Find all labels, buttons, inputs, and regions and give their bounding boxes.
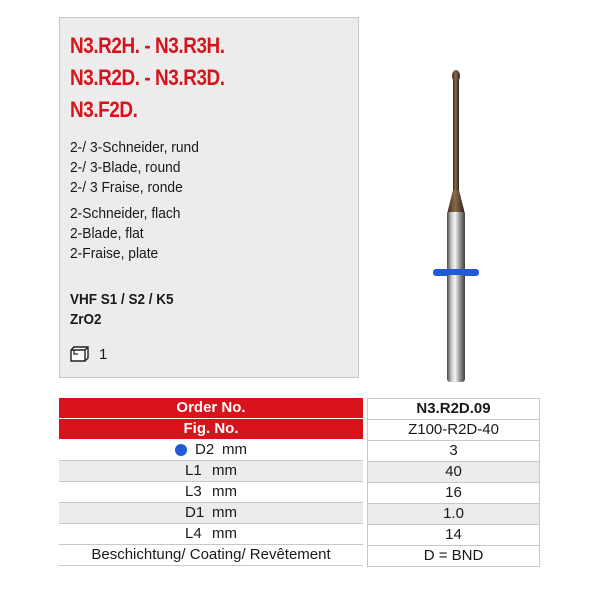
fig-value: Z100-R2D-40 <box>368 420 540 441</box>
product-code-line: N3.R2H. - N3.R3H. <box>70 33 225 58</box>
materials <box>70 290 174 330</box>
description-line: 2-Schneider, flach <box>70 205 181 222</box>
order-value: N3.R2D.09 <box>368 399 540 420</box>
table-row <box>368 546 540 567</box>
drill-bit-image <box>420 62 480 388</box>
dimension-value: 1.0 <box>368 504 540 525</box>
fig-label-row <box>59 419 363 440</box>
table-row <box>368 441 540 462</box>
description-line: 2-Fraise, plate <box>70 245 159 262</box>
pack-quantity <box>70 346 107 363</box>
table-row <box>368 504 540 525</box>
dimension-unit: mm <box>212 504 237 521</box>
order-label-row <box>59 398 363 419</box>
fig-label: Fig. No. <box>59 419 363 440</box>
dimension-name: L4 <box>185 525 202 542</box>
description-line: 2-Blade, flat <box>70 225 144 242</box>
table-row <box>368 462 540 483</box>
dimension-unit: mm <box>212 483 237 500</box>
description-line: 2-/ 3-Schneider, rund <box>70 139 199 156</box>
dimension-name: L3 <box>185 483 202 500</box>
table-row <box>59 440 363 461</box>
fig-value-row <box>368 420 540 441</box>
order-value-row <box>368 399 540 420</box>
dimension-unit: mm <box>222 441 247 458</box>
table-row <box>59 503 363 524</box>
coating-label: Beschichtung/ Coating/ Revêtement <box>59 545 363 566</box>
table-row <box>59 545 363 566</box>
product-code-line: N3.R2D. - N3.R3D. <box>70 65 225 90</box>
dimension-unit: mm <box>212 462 237 479</box>
dimension-name: L1 <box>185 462 202 479</box>
table-row <box>368 525 540 546</box>
table-row <box>59 524 363 545</box>
material-line: VHF S1 / S2 / K5 <box>70 291 174 308</box>
dimension-value: 40 <box>368 462 540 483</box>
value-table <box>367 398 540 567</box>
pack-count: 1 <box>99 346 108 363</box>
product-info-panel <box>59 17 359 378</box>
order-label: Order No. <box>59 398 363 419</box>
dimension-value: 14 <box>368 525 540 546</box>
dimension-name: D2 <box>195 441 215 458</box>
dimension-value: 16 <box>368 483 540 504</box>
order-table <box>59 398 363 566</box>
description-round <box>70 138 199 198</box>
material-line: ZrO2 <box>70 311 102 328</box>
dimension-value: 3 <box>368 441 540 462</box>
product-codes <box>70 30 225 126</box>
product-code-line: N3.F2D. <box>70 97 138 122</box>
description-line: 2-/ 3 Fraise, ronde <box>70 179 183 196</box>
table-row <box>59 482 363 503</box>
description-flat <box>70 204 180 264</box>
table-row <box>368 483 540 504</box>
package-box-icon <box>70 346 90 363</box>
coating-value: D = BND <box>368 546 540 567</box>
table-row <box>59 461 363 482</box>
dimension-name: D1 <box>185 504 205 521</box>
description-line: 2-/ 3-Blade, round <box>70 159 181 176</box>
blue-dot-icon <box>175 444 187 456</box>
dimension-unit: mm <box>212 525 237 542</box>
